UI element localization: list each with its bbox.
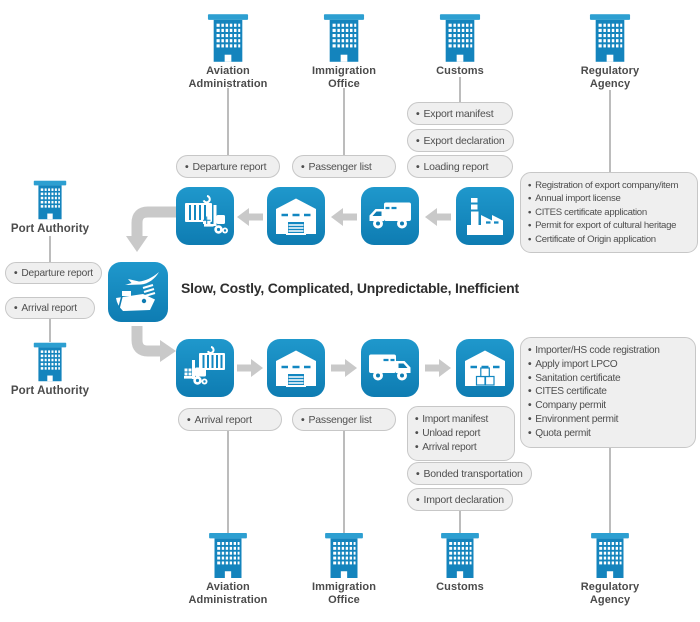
- tile-forklift-import: [176, 339, 234, 397]
- agency-label: Regulatory Agency: [580, 65, 640, 90]
- agency-label: Immigration Office: [311, 581, 377, 606]
- pill-loading-report: [407, 155, 513, 178]
- list-item: • Quota permit: [528, 427, 688, 441]
- pill-passenger-list: [292, 155, 396, 178]
- building-icon: [590, 533, 630, 578]
- export-requirements-box: [520, 172, 698, 253]
- flow-arrow-left-icon: [331, 207, 357, 227]
- building-icon: [207, 14, 249, 62]
- building-icon: [324, 533, 364, 578]
- tile-truck-import: [361, 339, 419, 397]
- building-icon: [208, 533, 248, 578]
- pill-passenger-list-bottom: [292, 408, 396, 431]
- agency-immigration-office-bottom: [289, 533, 399, 606]
- agency-regulatory-agency-top: [555, 14, 665, 90]
- agency-immigration-office-top: [289, 14, 399, 90]
- building-icon: [33, 342, 67, 382]
- list-item: • CITES certificate: [528, 385, 688, 399]
- list-item: • CITES certificate application: [528, 206, 690, 219]
- list-item: • Unload report: [415, 427, 507, 441]
- connector-line: [227, 431, 229, 534]
- flow-arrow-left-icon: [425, 207, 451, 227]
- list-item: • Sanitation certificate: [528, 372, 688, 386]
- truck-icon: [368, 352, 412, 384]
- pill-text: • Passenger list: [301, 414, 372, 426]
- tile-warehouse-export: [267, 187, 325, 245]
- list-item: • Arrival report: [415, 441, 507, 455]
- building-icon: [440, 533, 480, 578]
- tile-ship-plane: [108, 262, 168, 322]
- agency-label: Customs: [436, 581, 484, 593]
- pill-text: • Departure report: [14, 268, 93, 279]
- import-customs-docs-box: [407, 406, 515, 461]
- factory-icon: [464, 197, 506, 235]
- list-item: • Annual import license: [528, 192, 690, 205]
- flow-arrow-left-icon: [237, 207, 263, 227]
- tile-factory: [456, 187, 514, 245]
- pill-departure-report: [176, 155, 280, 178]
- building-icon: [323, 14, 365, 62]
- pill-text: • Departure report: [185, 161, 266, 173]
- connector-line: [459, 510, 461, 534]
- agency-label: Aviation Administration: [188, 581, 268, 606]
- pill-text: • Export declaration: [416, 135, 505, 147]
- tile-warehouse-bonded: [456, 339, 514, 397]
- agency-regulatory-agency-bottom: [555, 533, 665, 606]
- list-item: • Company permit: [528, 399, 688, 413]
- pill-export-manifest: [407, 102, 513, 125]
- building-icon: [439, 14, 481, 62]
- list-item: • Import manifest: [415, 413, 507, 427]
- agency-aviation-administration-top: [173, 14, 283, 90]
- connector-line: [227, 88, 229, 155]
- agency-label: Customs: [436, 65, 484, 77]
- agency-label: Regulatory Agency: [580, 581, 640, 606]
- tile-forklift-export: [176, 187, 234, 245]
- connector-line: [609, 90, 611, 172]
- elbow-arrow-down-icon: [118, 196, 180, 260]
- pill-bonded-transportation: [407, 462, 532, 485]
- forklift-container-icon: [182, 345, 228, 391]
- connector-line: [49, 236, 51, 262]
- flow-arrow-right-icon: [425, 358, 451, 378]
- list-item: • Apply import LPCO: [528, 358, 688, 372]
- ship-and-plane-icon: [114, 268, 162, 316]
- warehouse-icon: [275, 197, 317, 235]
- pill-arrival-report: [178, 408, 282, 431]
- port-authority-top: [0, 180, 105, 236]
- pill-port-departure-report: [5, 262, 102, 284]
- warehouse-icon: [275, 349, 317, 387]
- list-item: • Registration of export company/item: [528, 179, 690, 192]
- pill-text: • Export manifest: [416, 108, 493, 120]
- building-icon: [589, 14, 631, 62]
- list-item: • Permit for export of cultural heritage: [528, 219, 690, 232]
- forklift-container-icon: [182, 193, 228, 239]
- agency-aviation-administration-bottom: [173, 533, 283, 606]
- list-item: • Certificate of Origin application: [528, 233, 690, 246]
- list-item: • Importer/HS code registration: [528, 344, 688, 358]
- diagram-heading: Slow, Costly, Complicated, Unpredictable, Inefficient: [181, 280, 519, 296]
- agency-customs-bottom: [405, 533, 515, 594]
- pill-text: • Passenger list: [301, 161, 372, 173]
- flow-arrow-right-icon: [237, 358, 263, 378]
- building-icon: [33, 180, 67, 220]
- flow-arrow-right-icon: [331, 358, 357, 378]
- port-authority-label: Port Authority: [10, 223, 90, 235]
- pill-text: • Loading report: [416, 161, 488, 173]
- pill-text: • Bonded transportation: [416, 468, 523, 480]
- agency-label: Aviation Administration: [188, 65, 268, 90]
- port-authority-bottom: [0, 342, 105, 398]
- tile-warehouse-import: [267, 339, 325, 397]
- agency-customs-top: [405, 14, 515, 78]
- truck-icon: [368, 200, 412, 232]
- list-item: • Environment permit: [528, 413, 688, 427]
- pill-import-declaration: [407, 488, 513, 511]
- port-authority-label: Port Authority: [10, 385, 90, 397]
- pill-text: • Arrival report: [187, 414, 252, 426]
- pill-text: • Import declaration: [416, 494, 504, 506]
- tile-truck-export: [361, 187, 419, 245]
- connector-line: [609, 444, 611, 534]
- connector-line: [459, 77, 461, 102]
- connector-line: [343, 88, 345, 155]
- pill-port-arrival-report: [5, 297, 95, 319]
- warehouse-boxes-icon: [464, 349, 506, 387]
- connector-line: [49, 319, 51, 342]
- connector-line: [343, 431, 345, 534]
- agency-label: Immigration Office: [311, 65, 377, 90]
- pill-text: • Arrival report: [14, 303, 77, 314]
- elbow-arrow-right-icon: [118, 326, 180, 370]
- import-requirements-box: [520, 337, 696, 448]
- pill-export-declaration: [407, 129, 514, 152]
